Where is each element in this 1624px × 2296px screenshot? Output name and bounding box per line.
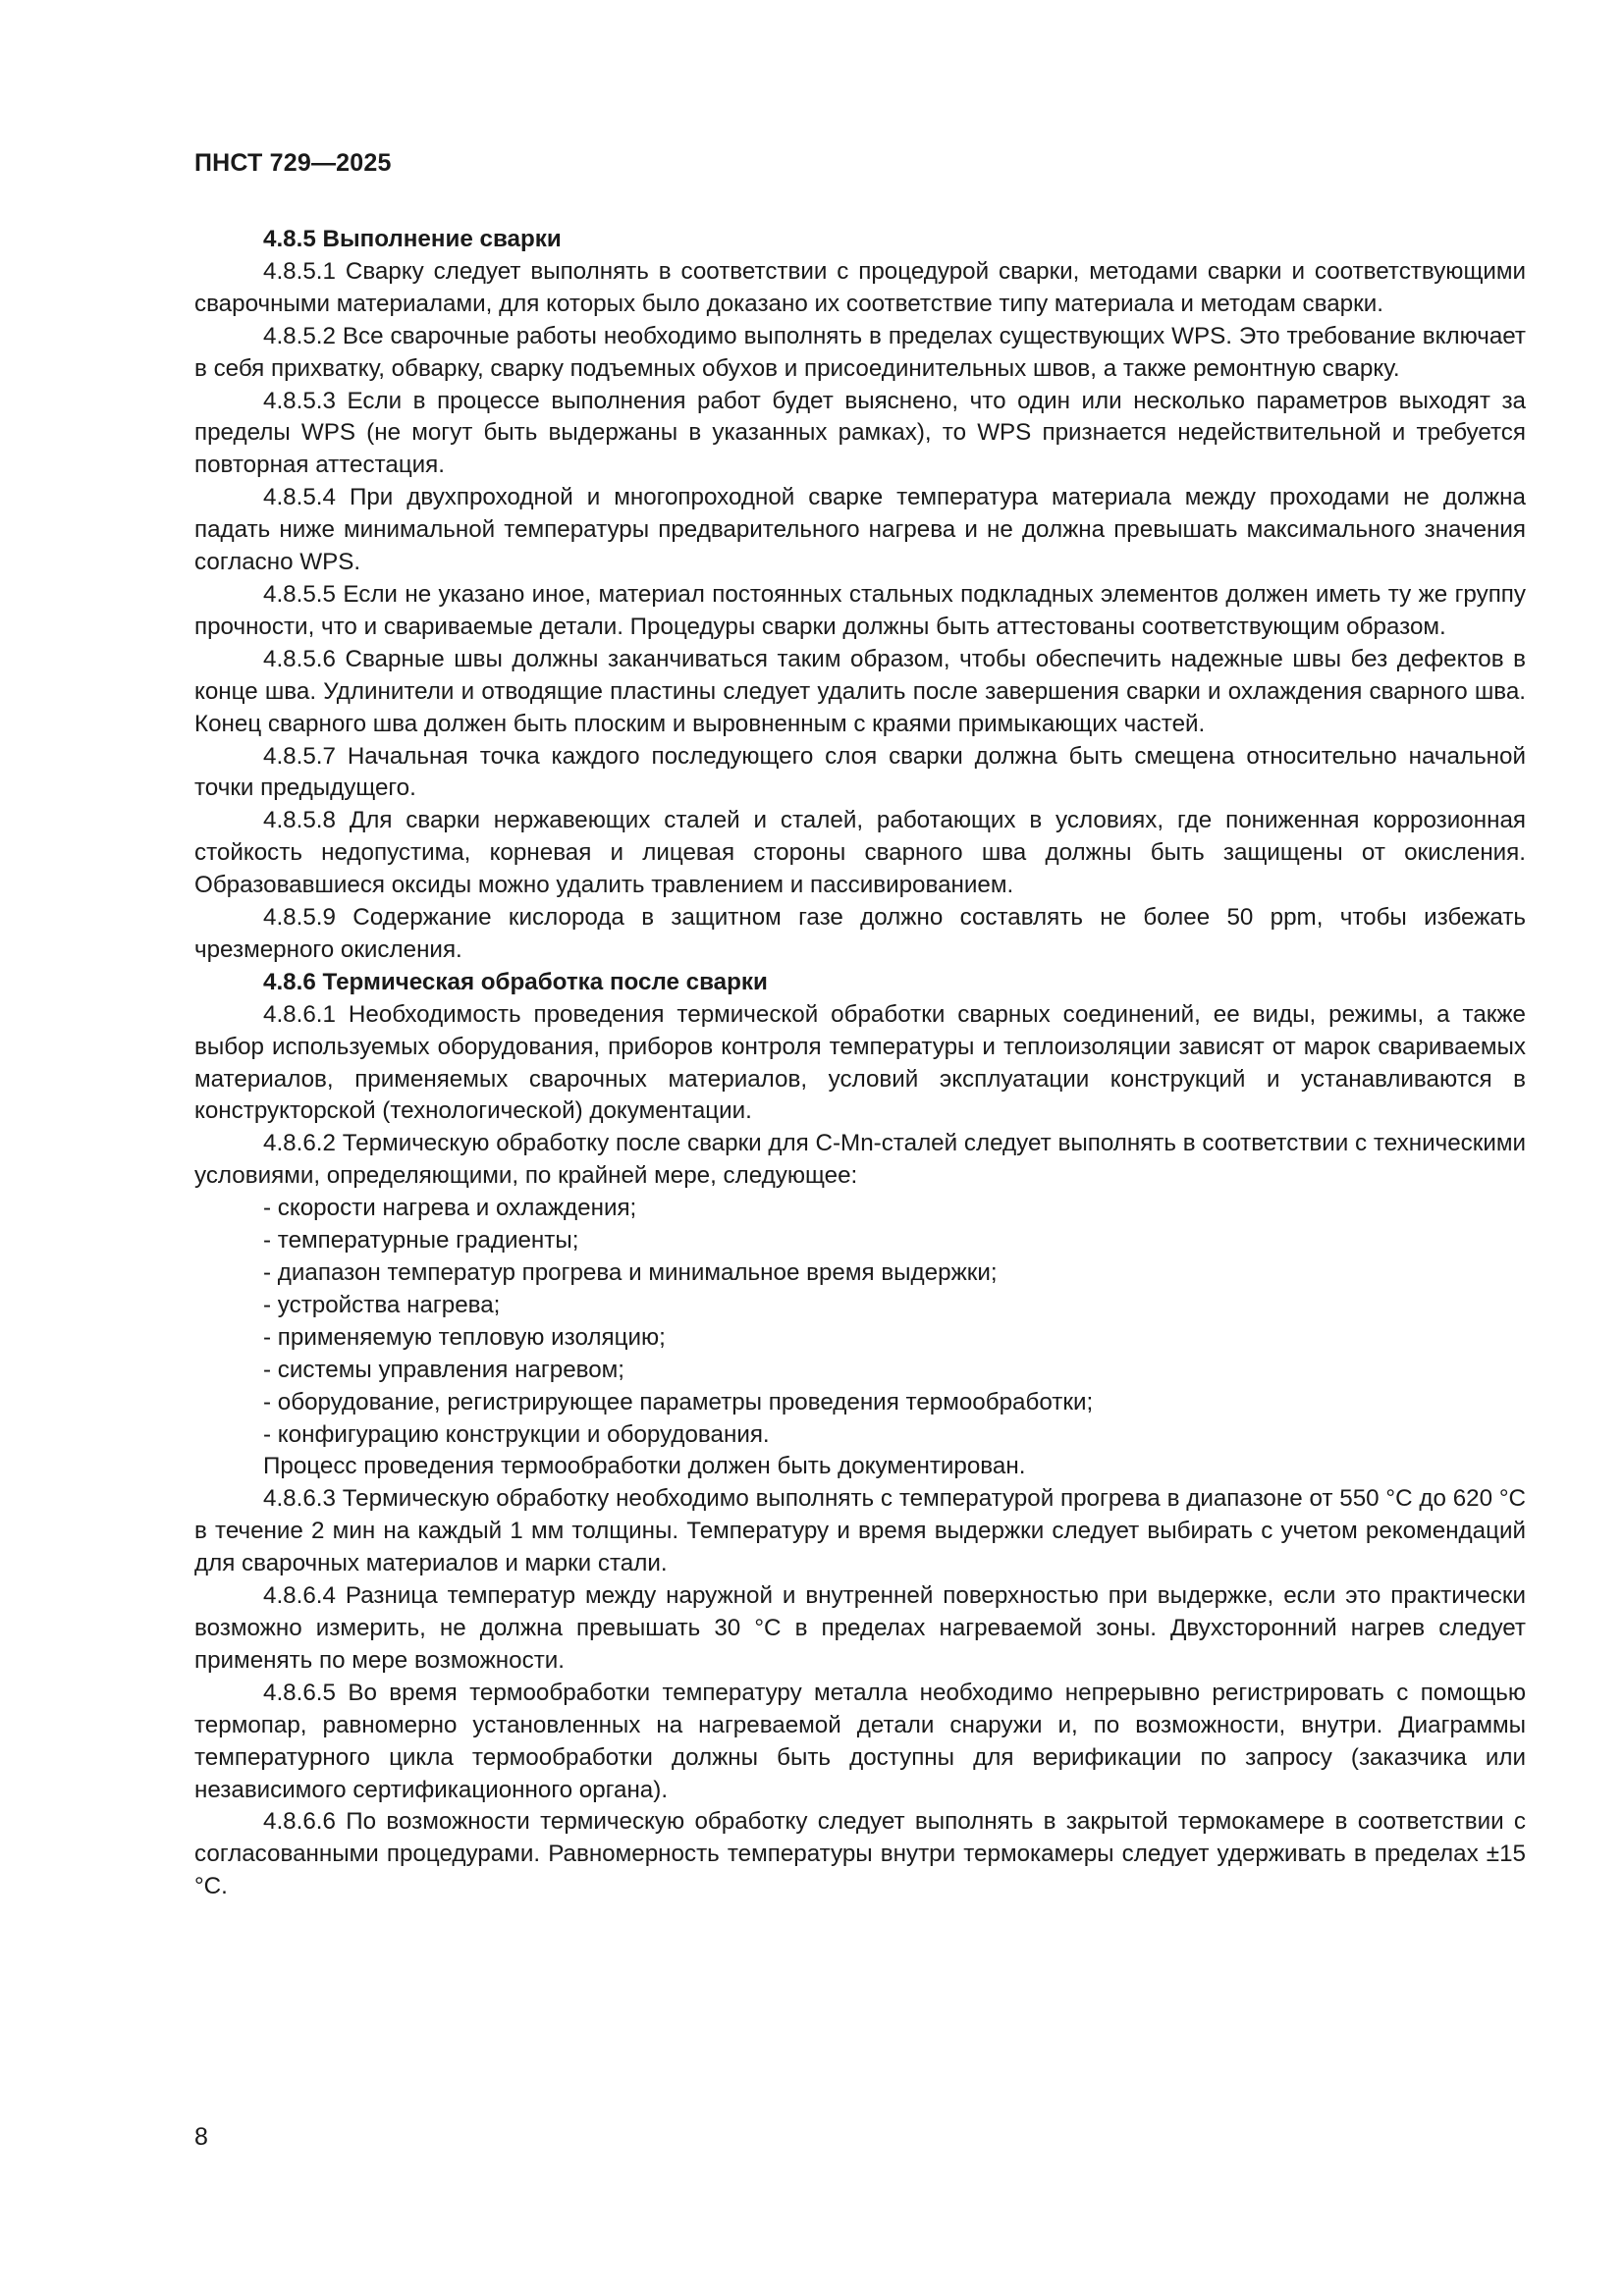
list-item: - скорости нагрева и охлаждения; <box>263 1195 637 1222</box>
paragraph-4-8-5-2: 4.8.5.2 Все сварочные работы необходимо выполнять в пределах существующих WPS. Это требование включает в себя прихватку, обварку, сварку подъемных обухов и присоединительных швов, а также ремонтную сварку. <box>194 322 1526 382</box>
paragraph-4-8-6-3: 4.8.6.3 Термическую обработку необходимо выполнять с температурой прогрева в диапазоне от 550 °C до 620 °C в течение 2 мин на каждый 1 мм толщины. Температуру и время выдержки следует выбирать с учетом рекомендаций для сварочных материалов и марки стали. <box>194 1485 1526 1577</box>
paragraph-4-8-5-3: 4.8.5.3 Если в процессе выполнения работ будет выяснено, что один или несколько параметров выходят за пределы WPS (не могут быть выдержаны в указанных рамках), то WPS признается недействительной и требуется повторная аттестация. <box>194 387 1526 479</box>
paragraph-4-8-5-4: 4.8.5.4 При двухпроходной и многопроходной сварке температура материала между проходами не должна падать ниже минимальной температуры предварительного нагрева и не должна превышать максимального значения согласно WPS. <box>194 484 1526 576</box>
paragraph-4-8-5-8: 4.8.5.8 Для сварки нержавеющих сталей и сталей, работающих в условиях, где пониженная коррозионная стойкость недопустима, корневая и лицевая стороны сварного шва должны быть защищены от окисления. Образовавшиеся оксиды можно удалить травлением и пассивированием. <box>194 807 1526 899</box>
paragraph-4-8-6-5: 4.8.6.5 Во время термообработки температуру металла необходимо непрерывно регистрировать с помощью термопар, равномерно установленных на нагреваемой детали снаружи и, по возможности, внутри. Диаграммы температурного цикла термообработки должны быть доступны для верификации по запросу (заказчика или независимого сертификационного органа). <box>194 1679 1526 1803</box>
section-heading-4-8-5: 4.8.5 Выполнение сварки <box>263 226 562 252</box>
paragraph-4-8-6-6: 4.8.6.6 По возможности термическую обработку следует выполнять в закрытой термокамере в соответствии с согласованными процедурами. Равномерность температуры внутри термокамеры следует удерживать в пределах ±15 °C. <box>194 1808 1526 1900</box>
list-item: - диапазон температур прогрева и минимальное время выдержки; <box>263 1259 998 1286</box>
document-body <box>194 224 1526 1903</box>
paragraph-4-8-6-2: 4.8.6.2 Термическую обработку после сварки для C-Mn-сталей следует выполнять в соответствии с техническими условиями, определяющими, по крайней мере, следующее: <box>194 1130 1526 1190</box>
list-item: - применяемую тепловую изоляцию; <box>263 1323 666 1351</box>
paragraph-4-8-6-4: 4.8.6.4 Разница температур между наружной и внутренней поверхностью при выдержке, если это практически возможно измерить, не должна превышать 30 °C в пределах нагреваемой зоны. Двухсторонний нагрев следует применять по мере возможности. <box>194 1582 1526 1674</box>
paragraph-4-8-6-1: 4.8.6.1 Необходимость проведения термической обработки сварных соединений, ее виды, режимы, а также выбор используемых оборудования, приборов контроля температуры и теплоизоляции зависят от марок свариваемых материалов, применяемых сварочных материалов, условий эксплуатации конструкций и устанавливаются в конструкторской (технологической) документации. <box>194 1000 1526 1125</box>
document-id: ПНСТ 729—2025 <box>194 149 392 177</box>
paragraph-4-8-5-9: 4.8.5.9 Содержание кислорода в защитном газе должно составлять не более 50 ppm, чтобы избежать чрезмерного окисления. <box>194 904 1526 963</box>
list-item: - устройства нагрева; <box>263 1291 501 1318</box>
paragraph-4-8-6-2-end: Процесс проведения термообработки должен быть документирован. <box>263 1453 1026 1480</box>
list-item: - температурные градиенты; <box>263 1227 579 1255</box>
list-item: - конфигурацию конструкции и оборудования. <box>263 1420 770 1448</box>
paragraph-4-8-5-7: 4.8.5.7 Начальная точка каждого последующего слоя сварки должна быть смещена относительно начальной точки предыдущего. <box>194 742 1526 802</box>
list-item: - оборудование, регистрирующее параметры проведения термообработки; <box>263 1388 1094 1415</box>
paragraph-4-8-5-5: 4.8.5.5 Если не указано иное, материал постоянных стальных подкладных элементов должен иметь ту же группу прочности, что и свариваемые детали. Процедуры сварки должны быть аттестованы соответствующим образом. <box>194 580 1526 640</box>
requirements-list <box>194 1193 1526 1451</box>
list-item: - системы управления нагревом; <box>263 1356 625 1383</box>
paragraph-4-8-5-1: 4.8.5.1 Сварку следует выполнять в соответствии с процедурой сварки, методами сварки и соответствующими сварочными материалами, для которых было доказано их соответствие типу материала и методам сварки. <box>194 257 1526 317</box>
section-heading-4-8-6: 4.8.6 Термическая обработка после сварки <box>263 968 768 995</box>
page-number: 8 <box>194 2123 208 2151</box>
paragraph-4-8-5-6: 4.8.5.6 Сварные швы должны заканчиваться таким образом, чтобы обеспечить надежные швы без дефектов в конце шва. Удлинители и отводящие пластины следует удалить после завершения сварки и охлаждения сварного шва. Конец сварного шва должен быть плоским и выровненным с краями примыкающих частей. <box>194 645 1526 737</box>
